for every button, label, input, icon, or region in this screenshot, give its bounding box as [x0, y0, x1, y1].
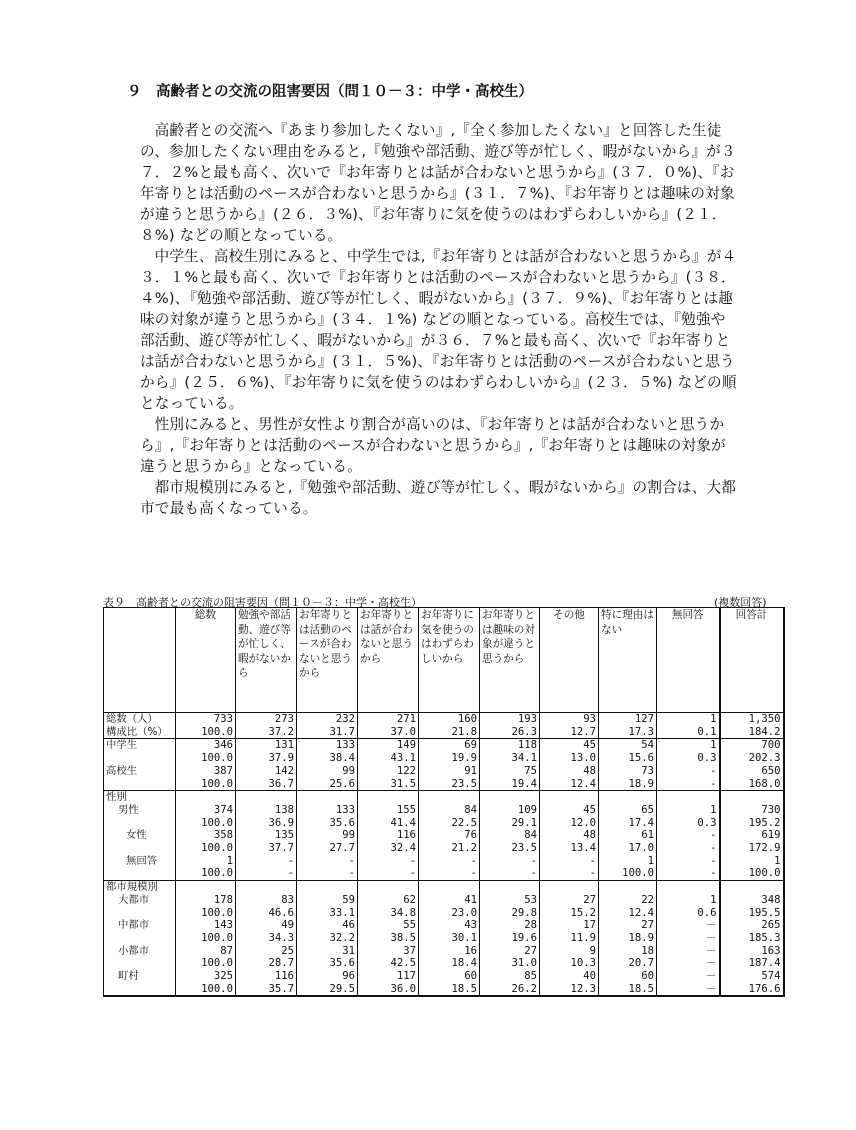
table-cell [480, 791, 540, 804]
table-cell: 27 [480, 945, 540, 958]
row-label: 小都市 [104, 945, 176, 958]
table-cell: 202.3 [720, 752, 784, 765]
table-cell: 34.8 [358, 907, 419, 920]
table-cell: 193 [480, 713, 540, 726]
table-row [104, 804, 784, 817]
table-cell: 149 [358, 739, 419, 752]
table-cell: - [540, 855, 599, 868]
table-cell: 30.1 [419, 932, 480, 945]
table-cell: 31 [297, 945, 358, 958]
table-cell: 619 [720, 829, 784, 842]
table-cell: - [358, 867, 419, 880]
table-cell: 12.3 [540, 983, 599, 997]
table-cell: 31.7 [297, 726, 358, 739]
table-cell: 117 [358, 970, 419, 983]
table-cell: 18 [599, 945, 657, 958]
table-cell: 35.7 [236, 983, 297, 997]
table-cell [236, 881, 297, 894]
stats-table [103, 607, 785, 997]
table-cell: 184.2 [720, 726, 784, 739]
table-cell: 17.4 [599, 817, 657, 830]
table-cell: 37.0 [358, 726, 419, 739]
table-cell: - [540, 867, 599, 880]
row-label: 構成比（%） [104, 726, 176, 739]
header-cell: お年寄りとは活動のペースが合わないと思うから [297, 608, 358, 713]
table-row [104, 765, 784, 778]
table-cell: 22 [599, 894, 657, 907]
table-cell: 346 [176, 739, 236, 752]
table-cell: - [358, 855, 419, 868]
table-cell: - [419, 867, 480, 880]
table-cell: 96 [297, 970, 358, 983]
table-cell [657, 791, 720, 804]
table-row [104, 867, 784, 880]
table-cell: 118 [480, 739, 540, 752]
table-cell: 358 [176, 829, 236, 842]
table-cell: - [657, 855, 720, 868]
table-cell: 25 [236, 945, 297, 958]
table-cell: 29.5 [297, 983, 358, 997]
row-label: 中学生 [104, 739, 176, 752]
table-row [104, 957, 784, 970]
table-cell: 178 [176, 894, 236, 907]
table-cell: 730 [720, 804, 784, 817]
table-cell: - [657, 842, 720, 855]
table-row [104, 739, 784, 752]
table-cell: 41.4 [358, 817, 419, 830]
table-cell: － [657, 932, 720, 945]
table-cell: 29.1 [480, 817, 540, 830]
row-label: 中都市 [104, 919, 176, 932]
table-cell: 43.1 [358, 752, 419, 765]
table-cell: 100.0 [176, 983, 236, 997]
table-cell: 0.6 [657, 907, 720, 920]
table-cell: 650 [720, 765, 784, 778]
table-cell: 131 [236, 739, 297, 752]
header-cell: お年寄りとは趣味の対象が違うと思うから [480, 608, 540, 713]
table-cell: － [657, 970, 720, 983]
table-cell: 163 [720, 945, 784, 958]
table-row [104, 855, 784, 868]
table-cell: 1 [657, 713, 720, 726]
table-cell [358, 881, 419, 894]
table-cell: 31.5 [358, 778, 419, 791]
table-cell: 168.0 [720, 778, 784, 791]
table-cell: 100.0 [599, 867, 657, 880]
row-label: 女性 [104, 829, 176, 842]
table-cell: 99 [297, 829, 358, 842]
row-label: 高校生 [104, 765, 176, 778]
table-cell: 38.5 [358, 932, 419, 945]
table-cell: 135 [236, 829, 297, 842]
table-cell: － [657, 945, 720, 958]
table-cell: 387 [176, 765, 236, 778]
table-cell: - [297, 855, 358, 868]
table-cell: 138 [236, 804, 297, 817]
table-cell: 38.4 [297, 752, 358, 765]
table-cell [419, 791, 480, 804]
body-text [140, 120, 740, 519]
table-cell [176, 881, 236, 894]
table-cell: 100.0 [176, 957, 236, 970]
table-cell: 28 [480, 919, 540, 932]
table-cell: 100.0 [176, 752, 236, 765]
table-cell: 265 [720, 919, 784, 932]
table-cell: 73 [599, 765, 657, 778]
table-cell: 48 [540, 829, 599, 842]
table-cell: 19.9 [419, 752, 480, 765]
table-cell: 35.6 [297, 957, 358, 970]
table-cell: 187.4 [720, 957, 784, 970]
table-cell: - [657, 765, 720, 778]
row-label [104, 752, 176, 765]
table-cell: 1 [657, 804, 720, 817]
table-cell: 133 [297, 739, 358, 752]
table-cell: 27.7 [297, 842, 358, 855]
table-cell: 19.4 [480, 778, 540, 791]
table-cell: 62 [358, 894, 419, 907]
table-cell [720, 791, 784, 804]
table-cell: 11.9 [540, 932, 599, 945]
table-cell: 35.6 [297, 817, 358, 830]
table-row [104, 970, 784, 983]
table-cell: 100.0 [720, 867, 784, 880]
table-cell: 18.9 [599, 778, 657, 791]
row-label [104, 817, 176, 830]
table-cell: 99 [297, 765, 358, 778]
row-label [104, 907, 176, 920]
table-cell: 61 [599, 829, 657, 842]
table-cell: 100.0 [176, 817, 236, 830]
table-row [104, 945, 784, 958]
table-cell: 15.2 [540, 907, 599, 920]
table-cell: 65 [599, 804, 657, 817]
table-cell: 54 [599, 739, 657, 752]
table-cell [236, 791, 297, 804]
table-cell: 60 [419, 970, 480, 983]
table-cell: － [657, 957, 720, 970]
table-cell: - [657, 778, 720, 791]
table-cell [297, 791, 358, 804]
table-cell: 16 [419, 945, 480, 958]
table-cell: 13.0 [540, 752, 599, 765]
table-cell: 100.0 [176, 726, 236, 739]
row-label [104, 983, 176, 997]
table-cell: 100.0 [176, 867, 236, 880]
row-label: 総数（人） [104, 713, 176, 726]
table-cell: 1 [599, 855, 657, 868]
table-cell: 42.5 [358, 957, 419, 970]
header-cell: 特に理由はない [599, 608, 657, 713]
table-cell: 55 [358, 919, 419, 932]
table-cell: 160 [419, 713, 480, 726]
table-cell: 19.6 [480, 932, 540, 945]
table-cell: 32.2 [297, 932, 358, 945]
table-cell: 83 [236, 894, 297, 907]
table-cell: 232 [297, 713, 358, 726]
table-cell: 45 [540, 739, 599, 752]
paragraph: 都市規模別にみると,『勉強や部活動、遊び等が忙しく、暇がないから』の割合は、大都市で最も高くなっている。 [140, 479, 737, 517]
table-header-row [104, 608, 784, 713]
table-cell: 17 [540, 919, 599, 932]
table-cell: 46.6 [236, 907, 297, 920]
table-cell: 21.2 [419, 842, 480, 855]
table-cell: 18.9 [599, 932, 657, 945]
header-cell: 勉強や部活動、遊び等が忙しく、暇がないから [236, 608, 297, 713]
table-cell: - [657, 829, 720, 842]
table-cell: 60 [599, 970, 657, 983]
table-cell: 142 [236, 765, 297, 778]
header-cell: 回答計 [720, 608, 784, 713]
table-cell: 133 [297, 804, 358, 817]
table-cell: 13.4 [540, 842, 599, 855]
table-cell: 37.7 [236, 842, 297, 855]
table-cell: 185.3 [720, 932, 784, 945]
table-cell: 53 [480, 894, 540, 907]
table-cell: 18.5 [599, 983, 657, 997]
table-note: (複数回答) [714, 596, 767, 609]
table-cell: 155 [358, 804, 419, 817]
table-cell: 29.8 [480, 907, 540, 920]
table-cell: 172.9 [720, 842, 784, 855]
table-cell: 1 [657, 894, 720, 907]
table-cell: 733 [176, 713, 236, 726]
table-cell: 28.7 [236, 957, 297, 970]
table-cell: 45 [540, 804, 599, 817]
table-row [104, 713, 784, 726]
table-cell: 40 [540, 970, 599, 983]
table-cell: 17.3 [599, 726, 657, 739]
table-cell: 93 [540, 713, 599, 726]
table-cell: 0.3 [657, 817, 720, 830]
table-cell: 15.6 [599, 752, 657, 765]
table-cell [540, 881, 599, 894]
table-cell: 23.0 [419, 907, 480, 920]
table-cell: 100.0 [176, 842, 236, 855]
table-cell: 100.0 [176, 778, 236, 791]
header-corner [104, 608, 176, 713]
table-cell: 348 [720, 894, 784, 907]
table-cell: 33.1 [297, 907, 358, 920]
table-cell: 32.4 [358, 842, 419, 855]
row-label: 都市規模別 [104, 881, 176, 894]
table-cell [599, 791, 657, 804]
table-cell: 34.3 [236, 932, 297, 945]
table-row [104, 932, 784, 945]
table-cell: 195.2 [720, 817, 784, 830]
table-cell: 75 [480, 765, 540, 778]
table-cell: 12.7 [540, 726, 599, 739]
table-cell: 700 [720, 739, 784, 752]
table-cell: - [657, 867, 720, 880]
table-cell: - [480, 867, 540, 880]
table-cell: 1 [657, 739, 720, 752]
row-label: 町村 [104, 970, 176, 983]
table-cell: 1 [176, 855, 236, 868]
table-row [104, 919, 784, 932]
table-cell [599, 881, 657, 894]
table-body [104, 713, 784, 997]
table-cell: 27 [540, 894, 599, 907]
row-label: 無回答 [104, 855, 176, 868]
table-cell [657, 881, 720, 894]
table-cell: 49 [236, 919, 297, 932]
table-cell: 176.6 [720, 983, 784, 997]
table-cell: 48 [540, 765, 599, 778]
table-cell: - [236, 855, 297, 868]
table-cell: 27 [599, 919, 657, 932]
table-cell: 122 [358, 765, 419, 778]
header-cell: お年寄りとは話が合わないと思うから [358, 608, 419, 713]
table-cell: 325 [176, 970, 236, 983]
table-cell: 36.7 [236, 778, 297, 791]
table-cell: 76 [419, 829, 480, 842]
table-cell: 1,350 [720, 713, 784, 726]
table-cell: 23.5 [480, 842, 540, 855]
table-cell: 23.5 [419, 778, 480, 791]
table-cell: 22.5 [419, 817, 480, 830]
table-row [104, 829, 784, 842]
table-cell: 41 [419, 894, 480, 907]
table-cell: 116 [236, 970, 297, 983]
table-cell: 84 [480, 829, 540, 842]
table-cell: 12.4 [540, 778, 599, 791]
section-heading: ９ 高齢者との交流の阻害要因（問１０－３：中学・高校生） [127, 84, 533, 100]
row-label [104, 842, 176, 855]
table-cell: 273 [236, 713, 297, 726]
table-row [104, 842, 784, 855]
table-row [104, 817, 784, 830]
table-caption: 表９ 高齢者との交流の阻害要因（問１０－３：中学・高校生） [103, 596, 422, 609]
header-cell: 無回答 [657, 608, 720, 713]
header-cell: その他 [540, 608, 599, 713]
table-row [104, 983, 784, 997]
row-label [104, 778, 176, 791]
table-cell: 43 [419, 919, 480, 932]
table-cell: 116 [358, 829, 419, 842]
table-cell: 9 [540, 945, 599, 958]
table-cell: 25.6 [297, 778, 358, 791]
table-cell [720, 881, 784, 894]
table-cell: - [297, 867, 358, 880]
table-cell [176, 791, 236, 804]
table-cell: 127 [599, 713, 657, 726]
table-cell: 37 [358, 945, 419, 958]
table-row [104, 894, 784, 907]
table-cell: 100.0 [176, 907, 236, 920]
table-cell: 37.2 [236, 726, 297, 739]
table-cell: － [657, 919, 720, 932]
table-cell: 34.1 [480, 752, 540, 765]
table-row [104, 791, 784, 804]
table-cell: 18.5 [419, 983, 480, 997]
table-cell: 17.0 [599, 842, 657, 855]
table-row [104, 752, 784, 765]
table-cell: 31.0 [480, 957, 540, 970]
table-cell: 0.3 [657, 752, 720, 765]
table-cell: 12.0 [540, 817, 599, 830]
paragraph: 性別にみると、男性が女性より割合が高いのは、『お年寄りとは話が合わないと思うから』,『お年寄りとは活動のペースが合わないと思うから』,『お年寄りとは趣味の対象が違うと思うから』となっている。 [140, 416, 726, 475]
table-cell: 36.9 [236, 817, 297, 830]
table-cell: 195.5 [720, 907, 784, 920]
table-cell [297, 881, 358, 894]
table-cell: 26.3 [480, 726, 540, 739]
table-cell [419, 881, 480, 894]
table-cell: 20.7 [599, 957, 657, 970]
row-label [104, 932, 176, 945]
table-cell: 59 [297, 894, 358, 907]
table-cell: 10.3 [540, 957, 599, 970]
table-cell: 84 [419, 804, 480, 817]
table-cell: 85 [480, 970, 540, 983]
paragraph: 高齢者との交流へ『あまり参加したくない』,『全く参加したくない』と回答した生徒の、参加したくない理由をみると,『勉強や部活動、遊び等が忙しく、暇がないから』が３７．２%と最も高く、次いで『お年寄りとは話が合わないと思うから』(３７．０%)、『お年寄りとは活動のペースが合わないと思うから』(３１．７%)、『お年寄りとは趣味の対象が違うと思うから』(２６．３%)、『お年寄りに気を使うのはわずらわしいから』(２１．８%) などの順となっている。 [140, 122, 736, 244]
table-cell: 100.0 [176, 932, 236, 945]
table-cell: 36.0 [358, 983, 419, 997]
table-cell: 21.8 [419, 726, 480, 739]
table-row [104, 726, 784, 739]
paragraph: 中学生、高校生別にみると、中学生では,『お年寄りとは話が合わないと思うから』が４３．１%と最も高く、次いで『お年寄りとは活動のペースが合わないと思うから』(３８．４%)、『勉強や部活動、遊び等が忙しく、暇がないから』(３７．９%)、『お年寄りとは趣味の対象が違うと思うから』(３４．１%) などの順となっている。高校生では、『勉強や部活動、遊び等が忙しく、暇がないから』が３６．７%と最も高く、次いで『お年寄りとは話が合わないと思うから』(３１．５%)、『お年寄りとは活動のペースが合わないと思うから』(２５．６%)、『お年寄りに気を使うのはわずらわしいから』(２３．５%) などの順となっている。 [140, 248, 737, 412]
table-cell: 109 [480, 804, 540, 817]
table-cell [540, 791, 599, 804]
table-cell: 69 [419, 739, 480, 752]
table-cell: 143 [176, 919, 236, 932]
header-cell: 総数 [176, 608, 236, 713]
table-cell: 87 [176, 945, 236, 958]
table-cell: - [419, 855, 480, 868]
table-cell: 12.4 [599, 907, 657, 920]
table-cell: 18.4 [419, 957, 480, 970]
header-cell: お年寄りに気を使うのはわずらわしいから [419, 608, 480, 713]
table-cell: - [236, 867, 297, 880]
table-cell: 574 [720, 970, 784, 983]
table-cell: 0.1 [657, 726, 720, 739]
table-row [104, 907, 784, 920]
row-label [104, 957, 176, 970]
table-cell: 46 [297, 919, 358, 932]
table-cell: 37.9 [236, 752, 297, 765]
table-cell: 91 [419, 765, 480, 778]
table-cell: - [480, 855, 540, 868]
row-label: 男性 [104, 804, 176, 817]
row-label: 性別 [104, 791, 176, 804]
table-cell: 26.2 [480, 983, 540, 997]
table-cell: － [657, 983, 720, 997]
table-cell: 271 [358, 713, 419, 726]
row-label [104, 867, 176, 880]
table-cell: 1 [720, 855, 784, 868]
row-label: 大都市 [104, 894, 176, 907]
table-row [104, 881, 784, 894]
table-row [104, 778, 784, 791]
table-cell: 374 [176, 804, 236, 817]
table-cell [358, 791, 419, 804]
table-cell [480, 881, 540, 894]
